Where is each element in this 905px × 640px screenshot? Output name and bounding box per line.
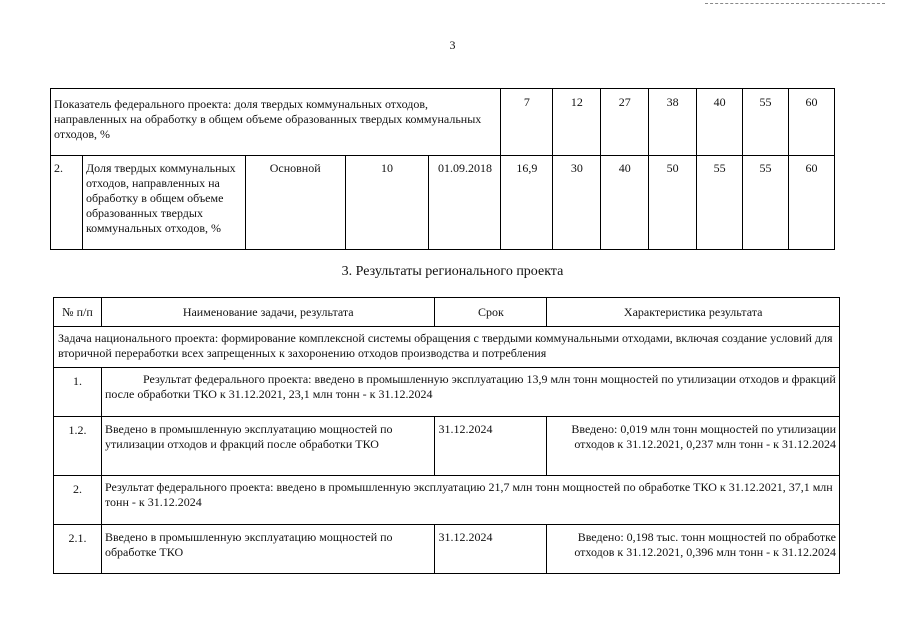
result-row — [54, 525, 840, 574]
page-number: 3 — [449, 38, 456, 52]
federal-indicator-label: Показатель федерального проекта: доля твердых коммунальных отходов, направленных на обработку в общем объеме образованных твердых коммунальных отходов, % — [51, 89, 501, 156]
regional-value: 40 — [601, 156, 649, 250]
results-table — [53, 297, 840, 574]
row-number: 1. — [54, 368, 102, 417]
header-num: № п/п — [54, 298, 102, 327]
row-number: 1.2. — [54, 417, 102, 476]
row-number: 2.1. — [54, 525, 102, 574]
result-characteristic: Введено: 0,198 тыс. тонн мощностей по обработке отходов к 31.12.2021, 0,396 млн тонн - к 31.12.2024 — [547, 525, 840, 574]
result-term: 31.12.2024 — [435, 525, 547, 574]
federal-value: 60 — [788, 89, 834, 156]
regional-value: 60 — [788, 156, 834, 250]
federal-value: 40 — [697, 89, 743, 156]
base-value: 10 — [345, 156, 429, 250]
indicator-name: Доля твердых коммунальных отходов, направленных на обработку в общем объеме образованных твердых коммунальных отходов, % — [82, 156, 245, 250]
federal-result: Результат федерального проекта: введено в промышленную эксплуатацию 13,9 млн тонн мощностей по утилизации отходов и фракций после обработки ТКО к 31.12.2021, 23,1 млн тонн - к 31.12.2024 — [101, 368, 839, 417]
national-task: Задача национального проекта: формирование комплексной системы обращения с твердыми коммунальными отходами, включая создание условий для вторичной переработки всех запрещенных к захоронению отходов производства и потребления — [54, 327, 840, 368]
result-row — [54, 417, 840, 476]
federal-value: 38 — [649, 89, 697, 156]
regional-value: 55 — [697, 156, 743, 250]
federal-indicator-row — [51, 89, 835, 156]
base-date: 01.09.2018 — [429, 156, 501, 250]
row-number: 2. — [51, 156, 83, 250]
row-number: 2. — [54, 476, 102, 525]
section-title: 3. Результаты регионального проекта — [341, 264, 564, 279]
header-characteristic: Характеристика результата — [547, 298, 840, 327]
federal-value: 55 — [743, 89, 789, 156]
indicator-table — [50, 88, 835, 250]
result-name: Введено в промышленную эксплуатацию мощностей по утилизации отходов и фракций после обработки ТКО — [101, 417, 435, 476]
header-row — [54, 298, 840, 327]
regional-value: 55 — [743, 156, 789, 250]
regional-value: 30 — [553, 156, 601, 250]
result-term: 31.12.2024 — [435, 417, 547, 476]
regional-value: 50 — [649, 156, 697, 250]
result-row — [54, 368, 840, 417]
result-characteristic: Введено: 0,019 млн тонн мощностей по утилизации отходов к 31.12.2021, 0,237 млн тонн - к 31.12.2024 — [547, 417, 840, 476]
result-row — [54, 476, 840, 525]
federal-value: 27 — [601, 89, 649, 156]
federal-result: Результат федерального проекта: введено в промышленную эксплуатацию 21,7 млн тонн мощностей по обработке ТКО к 31.12.2021, 37,1 млн тонн - к 31.12.2024 — [101, 476, 839, 525]
header-term: Срок — [435, 298, 547, 327]
federal-value: 7 — [501, 89, 553, 156]
header-rule — [705, 3, 885, 4]
indicator-type: Основной — [245, 156, 345, 250]
regional-value: 16,9 — [501, 156, 553, 250]
federal-value: 12 — [553, 89, 601, 156]
header-name: Наименование задачи, результата — [101, 298, 435, 327]
task-row — [54, 327, 840, 368]
result-name: Введено в промышленную эксплуатацию мощностей по обработке ТКО — [101, 525, 435, 574]
regional-indicator-row — [51, 156, 835, 250]
